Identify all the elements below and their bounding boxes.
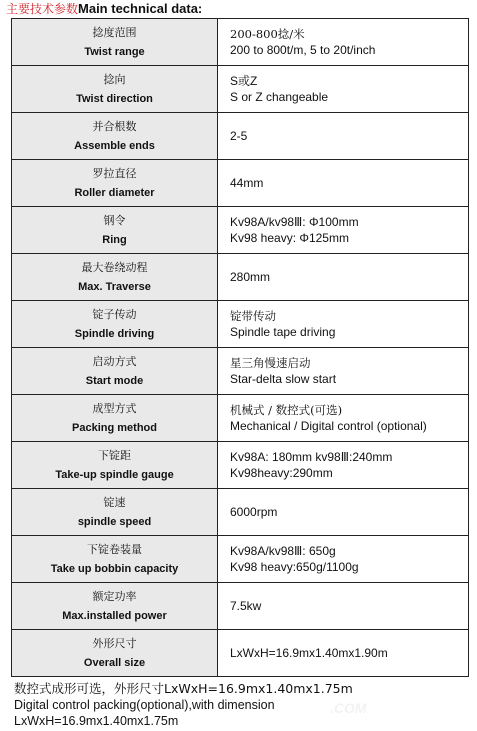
- watermark: .COM: [330, 700, 367, 716]
- parameter-label-en: Start mode: [85, 374, 144, 387]
- parameter-value-cell: [218, 442, 469, 489]
- parameter-label-en: spindle speed: [77, 515, 152, 528]
- parameter-label-en: Ring: [102, 233, 127, 246]
- footer-zh: 数控式成形可选，外形尺寸LxWxH=16.9mx1.40mx1.75m: [14, 681, 353, 696]
- parameter-value-cell: [218, 536, 469, 583]
- parameter-label-cell: [12, 160, 218, 207]
- parameter-label-zh: 锭速: [103, 495, 126, 509]
- parameter-value: 6000rpm: [230, 505, 278, 519]
- parameter-value: 280mm: [230, 270, 271, 284]
- spec-table-body: [12, 19, 469, 677]
- parameter-label-cell: [12, 348, 218, 395]
- table-row: [12, 19, 469, 66]
- parameter-label-zh: 下锭卷装量: [87, 542, 142, 556]
- parameter-label-cell: [12, 395, 218, 442]
- parameter-value-cell: [218, 66, 469, 113]
- table-row: [12, 489, 469, 536]
- parameter-label-en: Twist range: [84, 45, 145, 58]
- parameter-value-cell: [218, 630, 469, 677]
- parameter-value: Kv98A/kv98Ⅲ: Φ100mm: [230, 215, 359, 229]
- parameter-label-cell: [12, 442, 218, 489]
- parameter-value-cell: [218, 113, 469, 160]
- parameter-value-cell: [218, 19, 469, 66]
- parameter-value: 200 to 800t/m, 5 to 20t/inch: [230, 43, 376, 57]
- table-row: [12, 583, 469, 630]
- parameter-label-cell: [12, 254, 218, 301]
- parameter-label-zh: 捻向: [103, 72, 126, 86]
- parameter-value: Kv98 heavy: Φ125mm: [230, 231, 349, 245]
- title-en: Main technical data:: [78, 1, 203, 16]
- parameter-value: Kv98A/kv98Ⅲ: 650g: [230, 544, 336, 558]
- parameter-value: Star-delta slow start: [230, 372, 337, 386]
- parameter-value: Mechanical / Digital control (optional): [230, 419, 427, 433]
- parameter-value-cell: [218, 207, 469, 254]
- page-title: [6, 0, 202, 18]
- parameter-label-cell: [12, 630, 218, 677]
- parameter-label-en: Max. Traverse: [78, 280, 151, 293]
- parameter-label-zh: 成型方式: [92, 401, 137, 415]
- table-row: [12, 442, 469, 489]
- parameter-label-en: Take up bobbin capacity: [50, 562, 179, 575]
- parameter-label-cell: [12, 66, 218, 113]
- table-row: [12, 395, 469, 442]
- table-row: [12, 66, 469, 113]
- footer-note: [14, 681, 474, 729]
- parameter-label-zh: 启动方式: [92, 354, 137, 368]
- parameter-label-en: Roller diameter: [74, 186, 155, 199]
- parameter-label-zh: 下锭距: [98, 448, 131, 462]
- parameter-value-cell: [218, 160, 469, 207]
- parameter-label-cell: [12, 489, 218, 536]
- parameter-label-en: Spindle driving: [74, 327, 155, 340]
- parameter-value-cell: [218, 489, 469, 536]
- parameter-value: Kv98A: 180mm kv98Ⅲ:240mm: [230, 450, 393, 464]
- parameter-value: 锭带传动: [230, 309, 276, 323]
- parameter-label-cell: [12, 301, 218, 348]
- parameter-label-en: Packing method: [72, 421, 157, 434]
- title-zh: 主要技术参数: [6, 2, 79, 16]
- table-row: [12, 301, 469, 348]
- parameter-value-cell: [218, 348, 469, 395]
- parameter-value: 星三角慢速启动: [230, 356, 311, 370]
- parameter-value: S or Z changeable: [230, 90, 329, 104]
- parameter-value: Kv98 heavy:650g/1100g: [230, 560, 359, 574]
- parameter-label-en: Assemble ends: [74, 139, 155, 152]
- parameter-value: Spindle tape driving: [230, 325, 336, 339]
- parameter-label-zh: 并合根数: [92, 119, 137, 133]
- parameter-value-cell: [218, 395, 469, 442]
- parameter-label-zh: 外形尺寸: [92, 636, 137, 650]
- table-row: [12, 113, 469, 160]
- parameter-label-en: Twist direction: [76, 92, 153, 105]
- parameter-value: LxWxH=16.9mx1.40mx1.90m: [230, 646, 388, 660]
- table-row: [12, 160, 469, 207]
- parameter-label-cell: [12, 583, 218, 630]
- parameter-label-zh: 捻度范围: [92, 25, 137, 39]
- parameter-label-zh: 罗拉直径: [92, 166, 137, 180]
- parameter-label-zh: 钢令: [103, 213, 126, 227]
- parameter-label-en: Take-up spindle gauge: [55, 468, 174, 481]
- parameter-label-cell: [12, 113, 218, 160]
- parameter-value-cell: [218, 254, 469, 301]
- parameter-value-cell: [218, 301, 469, 348]
- footer-en-line1: Digital control packing(optional),with dimension: [14, 698, 275, 712]
- parameter-value: 7.5kw: [230, 599, 262, 613]
- parameter-value: 机械式 / 数控式(可选): [230, 403, 343, 417]
- parameter-label-zh: 锭子传动: [92, 307, 137, 321]
- parameter-label-en: Max.installed power: [62, 609, 167, 622]
- parameter-value: 2-5: [230, 129, 248, 143]
- parameter-label-cell: [12, 19, 218, 66]
- parameter-value: 200-800捻/米: [230, 27, 305, 41]
- table-row: [12, 348, 469, 395]
- parameter-value: S或Z: [230, 74, 258, 88]
- table-row: [12, 207, 469, 254]
- parameter-value: 44mm: [230, 176, 264, 190]
- table-row: [12, 536, 469, 583]
- parameter-label-zh: 额定功率: [92, 589, 137, 603]
- table-row: [12, 630, 469, 677]
- table-row: [12, 254, 469, 301]
- parameter-value-cell: [218, 583, 469, 630]
- footer-en-line2: LxWxH=16.9mx1.40mx1.75m: [14, 714, 179, 728]
- parameter-value: Kv98heavy:290mm: [230, 466, 333, 480]
- parameter-label-cell: [12, 536, 218, 583]
- spec-table: [11, 18, 469, 677]
- parameter-label-en: Overall size: [83, 656, 146, 669]
- parameter-label-cell: [12, 207, 218, 254]
- parameter-label-zh: 最大卷绕动程: [81, 260, 148, 274]
